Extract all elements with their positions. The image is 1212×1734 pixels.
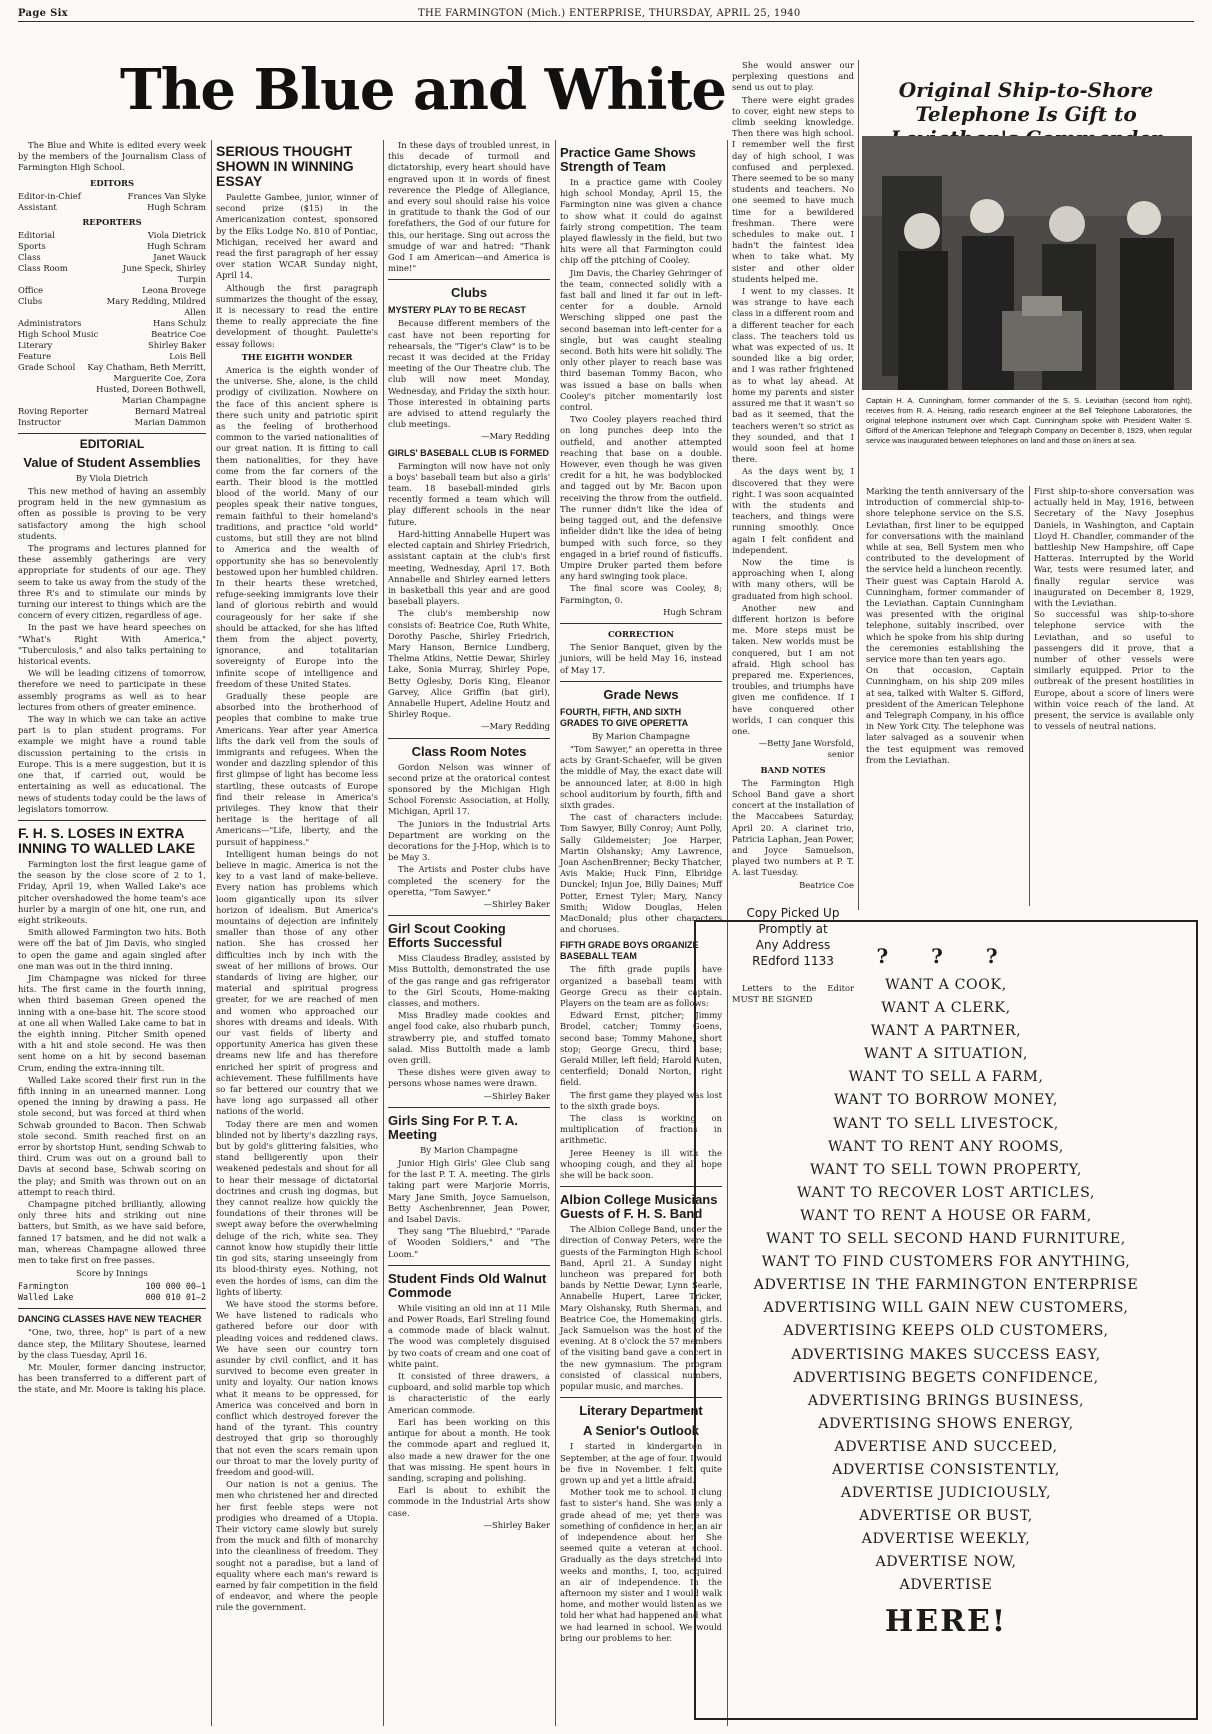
loses-para: Champagne pitched brilliantly, allowing only three hits and striking out nine batters, but Smith, as we have said before, fanned 17 batsmen, and he did not walk a man, whereas Champagne allowed three men to take first on free passes.	[18, 1199, 206, 1266]
telephone-photo	[862, 136, 1192, 390]
ad-question-marks: ? ? ?	[876, 944, 1016, 968]
scout-para: These dishes were given away to persons whose names were drawn.	[388, 1067, 550, 1089]
staff-row: Sports Hugh Schram	[18, 240, 206, 251]
literary-para: Mother took me to school. I clung fast to sister's hand. She was only a grade ahead of me; yet there was something of confidence in her, an air of independence about her. She seemed quite a veteran at school. Gradually as the days stretched into weeks and months, I, too, acquired an air of independence. In the afternoon my sister and I would walk home, and mother would listen as we told her what had happened and what we had learned in school. We would bring our problems to her.	[560, 1487, 722, 1643]
classroom-signature: —Shirley Baker	[483, 898, 550, 909]
editorial-para: The programs and lectures planned for these assembly gatherings are very appropriate for students of our age. They seem to take us away from the study of the three R's and to stimulate our minds by turning our interest to things which are the concern of every citizen, regardless of age.	[18, 543, 206, 621]
literary-para: Another new and different horizon is before me. More steps must be taken. New worlds must be conquered, but I am not afraid. High school has prepared me. Experiences, troubles, and triumphs have given me confidence. If I have conquered other worlds, I can conquer this one.	[732, 602, 854, 736]
literary-para: I went to my classes. It was strange to have each class in a different room and a different teacher for each class. The teachers told us what was expected of us. It sounded like a big order, and I was rather frightened as to what lay ahead. At home my parents and sister assured me that it wasn't so bad as it seemed, that the teachers weren't so strict as they sounded, and that I would soon feel at home there.	[732, 286, 854, 465]
practice-headline: Practice Game Shows Strength of Team	[560, 145, 696, 174]
score-row: Farmington 100 000 00—1	[18, 1281, 206, 1292]
mystery-headline: MYSTERY PLAY TO BE RECAST	[388, 305, 526, 316]
letters-note: Letters to the Editor MUST BE SIGNED	[732, 982, 854, 1005]
classroom-para: Gordon Nelson was winner of second prize at the oratorical contest sponsored by the Michigan High School Forensic Association, at Holly, Michigan, April 17.	[388, 761, 550, 817]
column-rule	[383, 140, 384, 1726]
column-5	[732, 60, 854, 1005]
staff-row: Administrators Hans Schulz	[18, 317, 206, 328]
correction-head: CORRECTION	[607, 628, 675, 639]
advertise-ad	[694, 920, 1198, 1720]
divider	[18, 820, 206, 821]
walnut-para: While visiting an old inn at 11 Mile and Power Roads, Earl Streling found a commode made of black walnut. The wood was completely disguised by two coats of cream and one coat of white paint.	[388, 1302, 550, 1369]
ad-line: ADVERTISE OR BUST,	[859, 1508, 1033, 1525]
ad-line: WANT TO SELL TOWN PROPERTY,	[809, 1161, 1083, 1178]
telephone-headline: Original Ship-to-Shore Telephone Is Gift to	[898, 78, 1154, 126]
staff-row: Literary Shirley Baker	[18, 339, 206, 350]
serious-headline: SERIOUS THOUGHT SHOWN IN WINNING ESSAY	[216, 143, 354, 189]
staff-row: High School Music Beatrice Coe	[18, 328, 206, 339]
scout-signature: —Shirley Baker	[483, 1090, 550, 1101]
editorial-para: We will be leading citizens of tomorrow, therefore we need to participate in these assembly programs as well as to hear lectures from others of greater eminence.	[18, 668, 206, 712]
walnut-para: Earl is about to exhibit the commode in the Industrial Arts show case.	[388, 1485, 550, 1518]
editorial-title: Value of Student Assemblies	[23, 454, 201, 470]
divider	[560, 681, 722, 682]
ad-line: WANT A PARTNER,	[870, 1023, 1022, 1040]
ad-line: ADVERTISE NOW,	[875, 1554, 1017, 1571]
staff-row: Assistant Hugh Schram	[18, 201, 206, 212]
telephone-para: Their guest was Captain Harold A. Cunningham, former commander of the Leviathan. Captain Cunningham was presented with the original telephone, suitably inscribed, over which he spoke from his ship during the ceremonies establishing the service more than ten years ago.	[866, 575, 1024, 665]
ad-line: ADVERTISING BRINGS BUSINESS,	[807, 1392, 1085, 1409]
ad-line: ADVERTISE IN THE FARMINGTON ENTERPRISE	[753, 1277, 1139, 1294]
fifth-para: The fifth grade pupils have organized a baseball team with George Grecu as their captain. Players on the team are as follows:	[560, 964, 722, 1008]
operetta-para: The cast of characters include: Tom Sawyer, Billy Conroy; Aunt Polly, Sally Gildemeister; Joe Harper, Martin Olshansky; Amy Lawrence, Joan AschenBrenner; Becky Thatcher, Avis Makie; Huck Finn, Elbridge Dunckel; Injun Joe, Billy Daines; Muff Potter, Ernest Tyler; Mary, Nancy Smith; Widow Douglas, Helen MacDonald; plus other characters and choruses.	[560, 812, 722, 935]
walnut-signature: —Shirley Baker	[483, 1519, 550, 1530]
telephone-para: First ship-to-shore conversation was actually held in May, 1916, between Secretary of the Navy Josephus Daniels, in Washington, and Captain Lloyd H. Chandler, commander of the battleship New Hampshire, off Cape Hatteras. Interrupted by the World War, tests were resumed later, and finally regular service was inaugurated on December 8, 1929, with the Leviathan.	[1034, 486, 1194, 609]
divider	[560, 623, 722, 624]
classroom-para: The Artists and Poster clubs have completed the scenery for the operetta, "Tom Sawyer."	[388, 864, 550, 897]
band-signature: Beatrice Coe	[799, 879, 854, 890]
divider	[388, 738, 550, 739]
divider	[18, 1308, 206, 1309]
column-rule	[858, 60, 859, 910]
page-number: Page Six	[18, 8, 68, 19]
band-head: BAND NOTES	[760, 764, 826, 775]
girls-para: Hard-hitting Annabelle Hupert was elected captain and Shirley Friedrich, assistant captain at the club's first meeting, Wednesday, April 17. Both Annabelle and Shirley earned letters in basketball this year and are good baseball players.	[388, 528, 550, 607]
column-rule	[555, 140, 556, 1726]
literary-head: Literary Department	[579, 1403, 703, 1419]
ad-line: WANT A SITUATION,	[864, 1046, 1028, 1063]
mystery-para: Because different members of the cast have not been reporting for rehearsals, the "Tiger's Claw" is to be recast it was decided at the Friday meeting of the Our Theatre club. The club will now meet Monday, Wednesday, and Friday the sixth hour. Those interested in obtaining parts are advised to attend regularly the club meetings.	[388, 318, 550, 430]
serious-para: Paulette Gambee, junior, winner of second prize ($15) in the Americanization contest, sponsored by the Elks Lodge No. 810 of Pontiac, Michigan, received her award and read the first paragraph of her essay over station WCAR Sunday night, April 14.	[216, 192, 378, 281]
ad-line: WANT TO RENT A HOUSE OR FARM,	[800, 1207, 1092, 1224]
copy-line: Promptly at	[758, 921, 828, 936]
fifth-para: The class is working on multiplication of fractions in arithmetic.	[560, 1113, 722, 1146]
albion-para: The Albion College Band, under the direction of Conway Peters, were the guests of the Farmington High School Band, April 21. A Sunday night luncheon was prepared for both bands by Nettie Dewar, Lynn Searle, Annabelle Hupert, Laree Tricker, Mary Olshansky, Ruth Sherman, and Beatrice Coe, the Homemaking girls. Jack Samuelson was the host of the evening. At 8 o'clock the 57 members of the visiting band gave a concert in the new gymnasium. The program consisted of classical numbers, popular music, and marches.	[560, 1224, 722, 1392]
ad-here: HERE!	[884, 1603, 1008, 1639]
folio-line	[18, 6, 1194, 22]
girls-signature: —Mary Redding	[481, 721, 550, 732]
sing-headline: Girls Sing For P. T. A. Meeting	[388, 1112, 519, 1142]
divider	[18, 433, 206, 434]
sing-para: Junior High Girls' Glee Club sang for the last P. T. A. meeting. The girls taking part were Marjorie Morris, Mary Jane Smith, Joyce Samuelson, Betty Aschenbrenner, Jean Power, and Isabel Davis.	[388, 1158, 550, 1225]
practice-para: The final score was Cooley, 8; Farmington, 0.	[560, 583, 722, 605]
staff-row: Roving Reporter Bernard Matreal	[18, 405, 206, 416]
girls-baseball-headline: GIRLS' BASEBALL CLUB IS FORMED	[388, 447, 549, 458]
staff-row: Instructor Marian Dammon	[18, 416, 206, 427]
practice-para: In a practice game with Cooley high school Monday, April 15, the Farmington nine was given a chance to show what it could do against fairly strong competition. The team played flawlessly in the field, but two hits were all that Farmington could chip off the pitching of Cooley.	[560, 177, 722, 266]
column-rule	[211, 140, 212, 1726]
staff-row: Editorial Viola Dietrick	[18, 229, 206, 240]
practice-signature: Hugh Schram	[663, 606, 722, 617]
ad-line: WANT TO SELL LIVESTOCK,	[833, 1115, 1059, 1132]
ad-line: WANT TO RECOVER LOST ARTICLES,	[796, 1184, 1096, 1201]
score-title: Score by Innings	[76, 1268, 148, 1279]
editors-title: EDITORS	[89, 177, 135, 188]
literary-para: There were eight grades to cover, eight new steps to climb seeking knowledge. Then there was high school. I remember well the first day of high school, I was confused and perplexed. There seemed to be so many students and teachers. No one seemed to have much time for a bewildered freshman. There were schedules to make out. I hadn't the faintest idea when to take what. My sister and other older students helped me.	[732, 94, 854, 284]
ad-line: ADVERTISE CONSISTENTLY,	[831, 1461, 1061, 1478]
essay-para: Today there are men and women blinded not by liberty's dazzling rays, but by gold's glittering falsities, who stand belligerently upon their weakened pedestals and shout for all to hear their message of dictatorial doctrines and crush ing dogmas, but they cannot realize how quickly the foundations of their thrones will be swept away before the overwhelming deluge of the rich, white sea. They cannot know how stupidly their little tin god sits, staring unseeingly from its blood-thirsty eyes. Nothing, not even the hordes of isms, can dim the lights of liberty.	[216, 1118, 378, 1297]
ad-line: ADVERTISE	[899, 1577, 993, 1594]
editorial-head: EDITORIAL	[79, 436, 145, 451]
editorial-para: The way in which we can take an active part is to plan student programs. For example we might have a round table discussion pertaining to the crisis in Europe. This is a mere suggestion, but it is one that, if carried out, would be entertaining as well as educational. The news of students today could be the laws of legislators tomorrow.	[18, 714, 206, 814]
ad-line: ADVERTISING WILL GAIN NEW CUSTOMERS,	[763, 1300, 1129, 1317]
grade-head: Grade News	[603, 686, 679, 702]
ad-line: WANT TO BORROW MONEY,	[833, 1092, 1059, 1109]
girls-para: Farmington will now have not only a boys' baseball team but also a girls' team. 18 baseball-minded girls recently formed a team which will play different schools in the near future.	[388, 460, 550, 527]
essay-para: Our nation is not a genius. The men who christened her and directed her first feeble steps were not prodigies who dreamed of a Utopia. Their victory came slowly but surely from the muck and filth of monarchy into the cleanliness of freedom. They sought not a paradise, but a land of equality where each man's reward is earned by fair competition in the field of endeavor, and where the people rule the government.	[216, 1479, 378, 1613]
scout-para: Miss Bradley made cookies and angel food cake, also rhubarb punch, strawberry pie, and stuffed tomato salad. Miss Buttolth made a lamb oven grill.	[388, 1010, 550, 1066]
ad-line: ADVERTISE JUDICIOUSLY,	[840, 1485, 1052, 1502]
telephone-para: On that occasion, Captain Cunningham, on his ship 209 miles at sea, talked with Walter S. Gifford, president of the American Telephone and Telegraph Company, in his office in New York City. The telephone was later salvaged as a souvenir when the test equipment was removed from the Leviathan.	[866, 665, 1024, 765]
ad-line: WANT TO FIND CUSTOMERS FOR ANYTHING,	[761, 1254, 1131, 1271]
classroom-para: The Juniors in the Industrial Arts Department are working on the decorations for the J-Hop, which is to be May 3.	[388, 818, 550, 863]
correction-para: The Senior Banquet, given by the juniors, will be held May 16, instead of May 17.	[560, 642, 722, 675]
operetta-para: "Tom Sawyer," an operetta in three acts by Grant-Schaefer, will be given the middle of May, the exact date will be announced later, at 8:00 in high school auditorium by fourth, fifth and sixth grades.	[560, 743, 722, 810]
divider	[388, 279, 550, 280]
operetta-headline: FOURTH, FIFTH, AND SIXTH GRADES TO GIVE OPERETTA	[560, 706, 689, 728]
staff-row: Class Janet Wauck	[18, 251, 206, 262]
serious-para: Although the first paragraph summarizes the thought of the essay, it is necessary to read the entire theme to really appreciate the fine development of thought. Paulette's essay follows:	[216, 282, 378, 349]
loses-para: Farmington lost the first league game of the season by the close score of 2 to 1, Friday, April 19, when Walled Lake's ace pitcher overshadowed the home team's ace hurler by a margin of one hit, one run, and eight strikeouts.	[18, 858, 206, 925]
ad-line: ADVERTISING KEEPS OLD CUSTOMERS,	[783, 1323, 1109, 1340]
telephone-para: Marking the tenth anniversary of the introduction of commercial ship-to-shore telephone service on the S.S. Leviathan, first liner to be equipped for conversations with the mainland while at sea, Bell System men who contributed to the development of the service held a luncheon recently.	[866, 486, 1024, 575]
ad-line: ADVERTISE WEEKLY,	[861, 1531, 1031, 1548]
staff-row: Clubs Mary Redding, Mildred Allen	[18, 295, 206, 317]
loses-para: Jim Champagne was nicked for three hits. The first came in the fourth inning, when third baseman Green opened the inning with a one-base hit. The score stood at one all when Walled Lake came to bat in the eighth inning. Pitcher Smith opened with a hit and stole second. He was then sent home on a hit by second baseman Crum, ending the extra-inning tilt.	[18, 972, 206, 1073]
walnut-headline: Student Finds Old Walnut Commode	[388, 1270, 547, 1300]
classroom-head: Class Room Notes	[411, 743, 527, 759]
essay-para: In these days of troubled unrest, in this decade of turmoil and dictatorship, every heart should have engraved upon it in words of finest reverence the Pledge of Allegiance, and every soul should raise his voice in gratitude to thank the God of our forefathers, the God of our future for this, our heritage. Sing out across the smudge of war and hatred: "Thank God I am American—and America is mine!"	[388, 140, 550, 274]
telephone-para: So successful was ship-to-shore telephone service with the Leviathan, and so useful to passengers did it prove, that a number of other vessels were similarly equipped. Prior to the outbreak of the present hostilities in Europe, about a score of liners were within voice reach of the land. At present, the service is available only to vessels of neutral nations.	[1034, 609, 1194, 732]
ad-line: ADVERTISE AND SUCCEED,	[834, 1438, 1058, 1455]
telephone-caption: Captain H. A. Cunningham, former commander of the S. S. Leviathan (second from right), receives from R. A. Heising, radio research engineer at the Bell Telephone Laboratories, the original telephone instrument over which Capt. Cunningham spoke with President Walter S. Gifford of the American Telephone and Telegraph Company on December 8, 1929, when regular service was inaugurated between telephones on land and those on liners at sea.	[866, 396, 1192, 445]
loses-para: Walled Lake scored their first run in the fifth inning in an unearned manner. Long opened the inning by drawing a pass. He stole second, but was forced at third when Schwab grounded to Bacon. Then Schwab stole second. Smith reached first on an error by shortstop Hunt, sending Schwab to third. Crum was out on a ground ball to Davis at second base, Schwab scoring on the play; and Smith was thrown out on an attempt to reach third.	[18, 1074, 206, 1197]
fifth-para: Jeree Heeney is ill with the whooping cough, and they all hope she will be back soon.	[560, 1147, 722, 1181]
column-3	[388, 140, 550, 1726]
girls-para: The club's membership now consists of: Beatrice Coe, Ruth White, Dorothy Pasche, Shirley Friedrich, Mary Hanson, Bernice Lundberg, Thelma Atkins, Nettie Dewar, Shirley Lake, Sonia Murray, Shirley Pope, Betty Oglesby, Doris King, Eleanor Garvey, Alice Griffin (bat girl), Annabelle Hupert, Adeline Houtz and Shirley Roque.	[388, 608, 550, 720]
ad-line: WANT TO RENT ANY ROOMS,	[827, 1138, 1065, 1155]
staff-row: Grade School Kay Chatham, Beth Merritt, Marguerite Coe, Zora Husted, Doreen Bothwell, Marian Champagne	[18, 361, 206, 405]
score-row: Walled Lake 000 010 01—2	[18, 1292, 206, 1303]
divider	[388, 1265, 550, 1266]
fifth-grade-headline: FIFTH GRADE BOYS ORGANIZE BASEBALL TEAM	[560, 940, 699, 962]
divider	[388, 1107, 550, 1108]
divider	[388, 915, 550, 916]
column-rule	[1029, 486, 1030, 906]
practice-para: Jim Davis, the Charley Gehringer of the team, connected solidly with a fast ball and lined it far out in left-center for a double. Arnold Wersching slipped one past the second baseman into left-center for a single, but was caught stealing second. Both hits were hit solidly. The only other player to reach base was third baseman Tommy Bacon, who was issued a base on balls when Cooley's pitcher momentarily lost control.	[560, 267, 722, 413]
photo-image	[862, 136, 1192, 390]
albion-headline: Albion College Musicians Guests of F. H. S. Band	[560, 1192, 718, 1222]
score-table	[18, 1281, 206, 1303]
scout-para: Miss Claudess Bradley, assisted by Miss Buttolth, demonstrated the use of the gas range and gas refrigerator to the Girl Scouts, Home-making classes, and mothers.	[388, 953, 550, 1008]
ad-line: WANT A CLERK,	[881, 1000, 1011, 1017]
ad-line: WANT TO SELL SECOND HAND FURNITURE,	[766, 1231, 1126, 1248]
literary-title: A Senior's Outlook	[582, 1423, 699, 1439]
staff-row: Feature Lois Bell	[18, 350, 206, 361]
scout-headline: Girl Scout Cooking Efforts Successful	[388, 921, 506, 951]
clubs-head: Clubs	[450, 285, 488, 301]
editorial-byline: By Viola Dietrich	[76, 472, 148, 483]
sing-byline: By Marion Champagne	[420, 1144, 518, 1155]
band-para: The Farmington High School Band gave a short concert at the installation of the Maccabees Saturday, April 20. A clarinet trio, Patricia Laphan, Jean Power, and Joyce Samuelson, played two numbers at P. T. A. last Tuesday.	[732, 777, 854, 878]
intro-text: The Blue and White is edited every week by the members of the Journalism Class of Farmington High School.	[18, 140, 206, 173]
essay-para: America is the eighth wonder of the universe. She, alone, is the child prodigy of civilization. Nowhere on the face of this ancient sphere is there such unity and patriotic spirit as the feeling of brotherhood common to the varied nationalities of our great nation. It is fitting to call them nationalities, for they have come from the far corners of the earth. Their blood is the mottled blood of the world. Many of our peoples speak their native tongues, remain faithful to their homeland's traditions, and practice "old world" customs, but still they are not blind to America and the wealth of opportunity she has so benevolently bestowed upon her humbled children. In their hearts these wretched, refuge-seeking immigrants love their land of glorious rebirth and would courageously for her sake if she should be attacked, for she has lifted them from the abject poverty, ignorance, and totalitarian sovereignty of Europe into the infinite scope of intelligence and freedom of these United States.	[216, 365, 378, 689]
literary-para: She would answer our perplexing questions and send us out to play.	[732, 60, 854, 93]
paper-dateline: THE FARMINGTON (Mich.) ENTERPRISE, THURSDAY, APRIL 25, 1940	[418, 8, 801, 19]
ad-line: WANT TO SELL A FARM,	[848, 1069, 1044, 1086]
literary-para: I started in kindergarten in September, at the age of four. I would be five in November. I felt quite grown up and yet a little afraid.	[560, 1441, 722, 1485]
copy-line: Copy Picked Up	[746, 905, 840, 920]
staff-row: Class Room June Speck, Shirley Turpin	[18, 262, 206, 284]
column-1	[18, 140, 206, 1726]
loses-para: Smith allowed Farmington two hits. Both were off the bat of Jim Davis, who singled to open the game and again singled after one man was out in the third inning.	[18, 927, 206, 971]
dancing-para: Mr. Mouler, former dancing instructor, has been transferred to a different part of the state, and Mr. Moore is taking his place.	[18, 1362, 206, 1395]
staff-box	[18, 178, 206, 428]
copy-line: Any Address	[755, 937, 831, 952]
practice-para: Two Cooley players reached third on long punches deep into the outfield, and another attempted reaching that base on a double. However, even though he was given credit for a hit, he was bodyblocked and tagged out by Mr. Bacon upon receiving the throw from the outfield. The runner didn't like the idea of being tagged out, and the defensive infielder didn't like the idea of being bumped with such force, so they engaged in a brief round of fisticuffs. Umpire Druker parted them before any hard swinging took place.	[560, 414, 722, 582]
operetta-byline: By Marion Champagne	[592, 730, 690, 741]
walnut-para: It consisted of three drawers, a cupboard, and solid marble top which is characteristic of the early American commode.	[388, 1371, 550, 1415]
reporters-title: REPORTERS	[82, 216, 142, 227]
editorial-para: In the past we have heard speeches on "What's Right With America," "Tuberculosis," and also talks pertaining to historical events.	[18, 622, 206, 667]
literary-para: Now the time is approaching when I, along with many others, will be graduated from high school.	[732, 556, 854, 601]
ad-line: ADVERTISING BEGETS CONFIDENCE,	[793, 1369, 1099, 1386]
literary-signature: —Betty Jane Worsfold, senior	[758, 738, 854, 760]
essay-para: We have stood the storms before. We have listened to radicals who gathered before our door with pleading voices and reddened claws. We have seen our country torn asunder by civil conflict, and it has survived to become even greater in unity and loyalty. Our nation knows what it means to be oppressed, for America was conceived and born in conflict which destroyed forever the hand of the tyrant. This country destroyed that grip so thoroughly that not even the scars remain upon our throat to mar the lovely purity of freedom and good-will.	[216, 1298, 378, 1477]
column-2	[216, 140, 378, 1726]
essay-para: Gradually these people are absorbed into the brotherhood of peoples that combine to make true Americans. Year after year America lifts the dark veil from the souls of immigrants and refugees. When the wonder and dazzling splendor of this first glimpse of light has become less startling, these outcasts of Europe find their release in America's privileges. They know that their heritage is the heritage of all Americans—"Life, liberty, and the pursuit of happiness."	[216, 690, 378, 847]
ad-line: WANT A COOK,	[885, 977, 1007, 993]
staff-row: Editor-in-Chief Frances Van Slyke	[18, 190, 206, 201]
ad-line: ADVERTISING MAKES SUCCESS EASY,	[791, 1346, 1101, 1363]
fifth-para: Edward Ernst, pitcher; Jimmy Brodel, catcher; Tommy Goens, second base; Tommy Mahone, short stop; George Grecu, third base; Gerald Miller, left field; Harold Auten, centerfield; Donald Norton, right field.	[560, 1010, 723, 1088]
walnut-para: Earl has been working on this antique for about a month. He took the commode apart and reglued it, also made a new drawer for the one that was missing. He spent hours in sanding, scraping and polishing.	[388, 1416, 550, 1483]
editorial-para: This new method of having an assembly program held in the new gymnasium as often as possible is proving to be very satisfactory among the high school students.	[18, 486, 206, 541]
telephone-column-b	[1034, 486, 1194, 906]
ad-line: ADVERTISING SHOWS ENERGY,	[818, 1415, 1074, 1432]
masthead-title: The Blue and White	[120, 57, 726, 123]
dancing-headline: DANCING CLASSES HAVE NEW TEACHER	[18, 1314, 202, 1325]
literary-para: As the days went by, I discovered that they were right. I was soon acquainted with the students and teachers, and things were running smoothly. Once again I felt confident and independent.	[732, 466, 854, 555]
serious-subhead: THE EIGHTH WONDER	[241, 351, 353, 362]
sing-para: They sang "The Bluebird," "Parade of Wooden Soldiers," and "The Loom."	[388, 1226, 550, 1259]
dancing-para: "One, two, three, hop" is part of a new dance step, the Military Shoutese, learned by the class Tuesday, April 16.	[18, 1327, 206, 1360]
copy-line: REdford 1133	[752, 953, 834, 968]
essay-para: Intelligent human beings do not believe in magic. America is not the key to a vast land of make-believe. Every nation has problems which loom gigantically upon its silver horizon of idealism. But America's mountains of dejection are infinitely smaller than those of any other nation. She has crossed her difficulties inch by inch with the sweat of her millions of brows. Our standards of living are higher, our material and spiritual progress greater, for we are reached of men and women who approached our shores with dreams and ideals. With our vast fields of liberty and opportunity America has given these dreams new life and has therefore enriched her spirit of progress and achievement. These fulfillments have so far bettered our country that we have long ago surpassed all other nations of the world.	[216, 848, 378, 1117]
loses-headline: F. H. S. LOSES IN EXTRA INNING TO WALLED LAKE	[18, 824, 196, 856]
fifth-para: The first game they played was lost to the sixth grade boys.	[560, 1089, 722, 1111]
telephone-column-a	[866, 486, 1024, 906]
mystery-signature: —Mary Redding	[481, 431, 550, 442]
staff-row: Office Leona Brovege	[18, 284, 206, 295]
